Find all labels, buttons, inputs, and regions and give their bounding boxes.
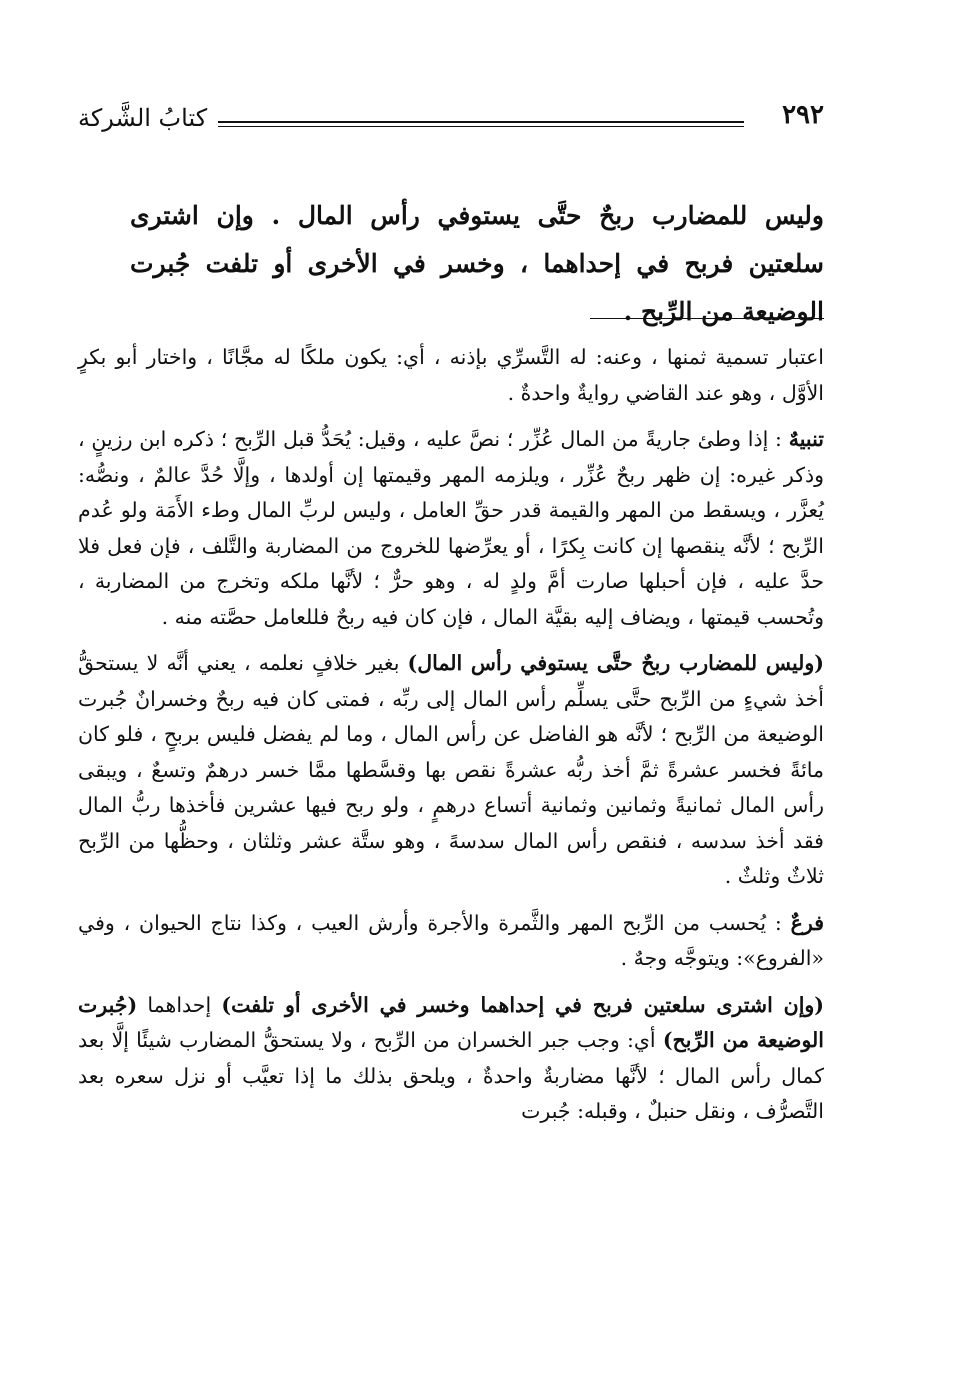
explanation-text-1: إحداهما — [137, 992, 222, 1017]
branch-text: : يُحسب من الرِّبح المهر والثَّمرة والأجرة وأرش العيب ، وكذا نتاج الحيوان ، وفي «الفروع»: ويتوجَّه وجهٌ . — [78, 910, 824, 970]
commentary-paragraph-1: اعتبار تسمية ثمنها ، وعنه: له التَّسرِّي بإذنه ، أي: يكون ملكًا له مجَّانًا ، واختار أبو بكرٍ الأوَّل ، وهو عند القاضي روايةٌ واحدةٌ . — [78, 345, 824, 405]
commentary — [78, 340, 824, 1141]
page-number: ٢٩٢ — [782, 100, 824, 130]
page-header — [78, 100, 824, 140]
explanation-text-2: أي: وجب جبر الخسران من الرِّبح ، ولا يستحقُّ المضارب شيئًا إلَّا بعد كمال رأس المال ؛ لأنَّها مضاربةٌ واحدةٌ ، ويلحق بذلك ما إذا تعيَّب أو نزل سعره بعد التَّصرُّف ، ونقل حنبلٌ ، وقبله: جُبرت — [78, 1028, 824, 1123]
main-text: وليس للمضارب ربحٌ حتَّى يستوفي رأس المال . وإن اشترى سلعتين فربح في إحداهما ، وخسر في الأخرى أو تلفت جُبرت الوضيعة من الرِّبح . — [130, 201, 824, 326]
header-rule — [218, 121, 744, 123]
branch-label: فرعٌ — [790, 910, 824, 935]
note-text: : إذا وطئ جاريةً من المال عُزِّر ؛ نصَّ عليه ، وقيل: يُحَدُّ قبل الرِّبح ؛ ذكره ابن رزينٍ ، وذكر غيره: إن ظهر ربحٌ عُزِّر ، ويلزمه المهر وقيمتها إن أولدها ، وإلَّا حُدَّ عالمٌ ، ونصُّه: يُعزَّر ، ويسقط من المهر والقيمة قدر حقِّ العامل ، وليس لربِّ المال وطء الأَمَة ولو عُدم الرِّبح ؛ لأنَّه ينقصها إن كانت بِكرًا ، أو يعرِّضها للخروج من المضاربة والتَّلف ، فإن فعل فلا حدَّ عليه ، فإن أحبلها صارت أمَّ ولدٍ له ، وهو حرٌّ ؛ لأنَّها ملكه وتخرج من المضاربة ، وتُحسب قيمتها ، ويضاف إليه بقيَّة المال ، فإن كان فيه ربحٌ فللعامل حصَّته منه . — [78, 427, 824, 629]
note-label: تنبيهٌ — [788, 427, 824, 451]
commentary-paragraph-4 — [78, 906, 824, 977]
explanation-text: بغير خلافٍ نعلمه ، يعني أنَّه لا يستحقُّ أخذ شيءٍ من الرِّبح حتَّى يسلِّم رأس المال إلى ربِّه ، فمتى كان فيه ربحٌ وخسرانٌ جُبرت الوضيعة من الرِّبح ؛ لأنَّه هو الفاضل عن رأس المال ، وما لم يفضل فليس بربحٍ ، فلو كان مائةً فخسر عشرةً ثمَّ أخذ ربُّه عشرةً نقص بها وقسَّطها ممَّا خسر درهمٌ وتسعٌ ، ويبقى رأس المال ثمانيةً وثمانين وثمانية أتساع درهمٍ ، ولو ربح فيها عشرين فأخذها ربُّ المال فقد أخذ سدسه ، فنقص رأس المال سدسهً ، وهو ستَّة عشر وثلثان ، وحظُّها من الرِّبح ثلاثٌ وثلثٌ . — [78, 651, 824, 888]
footnote-rule — [590, 318, 824, 319]
commentary-paragraph-3 — [78, 646, 824, 895]
commentary-paragraph-5 — [78, 988, 824, 1130]
matn-quote: (وليس للمضارب ربحٌ حتَّى يستوفي رأس المال) — [407, 651, 824, 675]
running-title: كتابُ الشَّركة — [78, 104, 208, 132]
commentary-paragraph-2 — [78, 422, 824, 635]
matn-quote-1: (وإن اشترى سلعتين فربح في إحداهما وخسر في الأخرى أو تلفت) — [221, 992, 824, 1017]
matn-quote-2: (جُبرت الوضيعة من الرِّبح) — [78, 992, 824, 1052]
